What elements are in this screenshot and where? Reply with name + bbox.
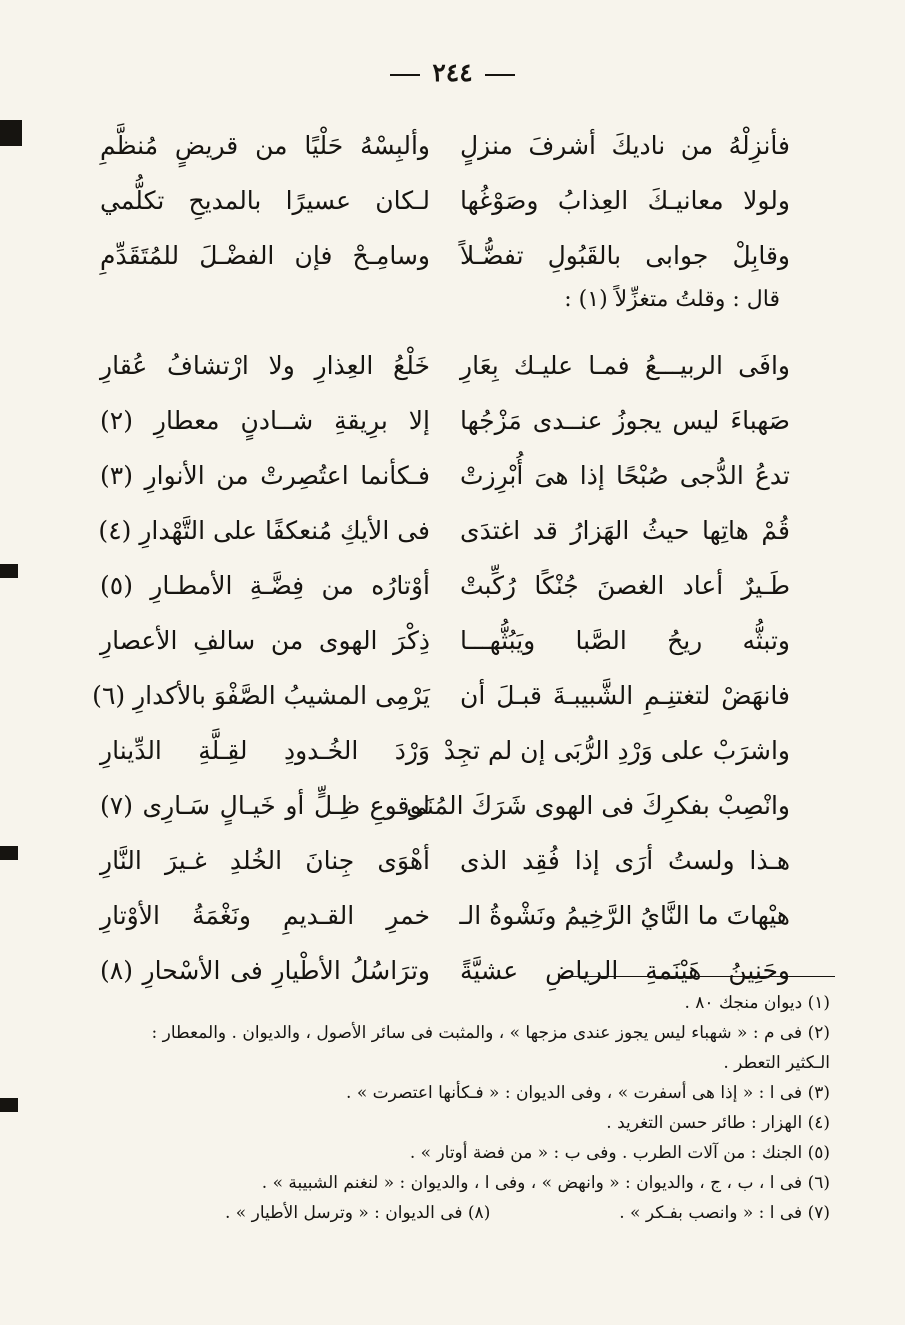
intro-line: قال : وقلتُ متغزِّلاً (١) : (564, 287, 780, 312)
verse-second-hemistich: إلا برِيقةِ شــادنٍ معطارِ (٢) (100, 406, 430, 435)
verse-second-hemistich: فـكأنما اعتُصِرتْ من الأنوارِ (٣) (100, 461, 430, 490)
scan-edge-mark (0, 846, 18, 860)
verse-second-hemistich: خَلْعُ العِذارِ ولا ارْتشافُ عُقارِ (100, 351, 430, 380)
poem-section-1 (100, 118, 790, 283)
verse-first-hemistich: فانهَضْ لتغتنِـمِ الشَّبيبـةَ قبـلَ أن (460, 681, 790, 710)
scan-edge-mark (0, 564, 18, 578)
verse (100, 778, 790, 833)
verse-first-hemistich: وحَنِينُ هَيْنَمةِ الرياضِ عشيَّةً (460, 956, 790, 985)
verse (100, 338, 790, 393)
poem-section-2 (92, 338, 790, 998)
verse (100, 833, 790, 888)
verse-first-hemistich: واشرَبْ على وَرْدِ الرُّبَى إن لم تجِدْ (443, 736, 790, 765)
verse (92, 668, 790, 723)
verse-second-hemistich: وترَاسُلُ الأطْيارِ فى الأسْحارِ (٨) (100, 956, 430, 985)
footnote-row (105, 1198, 830, 1228)
verse-second-hemistich: وألبِسْهُ حَلْيًا من قريضٍ مُنظَّمِ (100, 131, 430, 160)
verse (100, 448, 790, 503)
verse-first-hemistich: هـذا ولستُ أرَى إذا فُقِد الذى (460, 846, 790, 875)
verse-first-hemistich: وتبثُّه ريحُ الصَّبا ويَبُثُّهـــا (460, 626, 790, 655)
verse-first-hemistich: صَهباءَ ليس يجوزُ عنــدى مَزْجُها (460, 406, 790, 435)
verse (100, 558, 790, 613)
page-number-header (0, 58, 905, 87)
verse-first-hemistich: ولولا معانيـكَ العِذابُ وصَوْغُها (460, 186, 790, 215)
verse (100, 228, 790, 283)
footnotes (105, 988, 830, 1228)
footnote-4: (٤) الهزار : طائر حسن التغريد . (606, 1113, 830, 1133)
verse-first-hemistich: تدعُ الدُّجى صُبْحًا إذا هىَ أُبْرِزتْ (460, 461, 790, 490)
verse-second-hemistich: وسامِـحْ فإن الفضْـلَ للمُتَقَدِّمِ (100, 241, 430, 270)
verse (100, 613, 790, 668)
verse-first-hemistich: وانْصِبْ بفكرِكَ فى الهوى شَرَكَ المُنَى (406, 791, 790, 820)
verse (100, 393, 790, 448)
verse (100, 173, 790, 228)
footnote-5: (٥) الجنك : من آلات الطرب . وفى ب : « من فضة أوتار » . (409, 1143, 830, 1163)
verse-second-hemistich: يَرْمِى المشيبُ الصَّفْوَ بالأكدارِ (٦) (92, 681, 430, 710)
verse-second-hemistich: وَرْدَ الخُـدودِ لقِـلَّةِ الدِّينارِ (100, 736, 430, 765)
verse-first-hemistich: هيْهاتَ ما النَّايُ الرَّخِيمُ ونَشْوةُ الـ (459, 901, 790, 930)
verse-first-hemistich: طَـيرٌ أعاد الغصنَ جُنْكًا رُكِّبتْ (460, 571, 790, 600)
verse (100, 723, 790, 778)
verse-first-hemistich: قُمْ هاتِها حيثُ الهَزارُ قد اغتدَى (460, 516, 790, 545)
verse-second-hemistich: لـكان عسيرًا بالمديحِ تكلُّمي (100, 186, 430, 215)
verse-second-hemistich: أوْتارُه من فِضَّـةِ الأمطـارِ (٥) (100, 571, 430, 600)
verse-first-hemistich: وقابِلْ جوابى بالقَبُولِ تفضُّـلاً (460, 241, 790, 270)
verse (100, 503, 790, 558)
footnote-separator (560, 976, 835, 977)
header-dash-right (485, 74, 515, 76)
footnote-2: (٢) فى م : « شهباء ليس يجوز عندى مزجها » ، والمثبت فى سائر الأصول ، والديوان . والمعطار : الـكثير التعطر . (151, 1023, 830, 1073)
verse (100, 888, 790, 943)
footnote-1: (١) ديوان منجك ٨٠ . (684, 993, 830, 1013)
footnote-7: (٧) فى ا : « وانصب بفـكر » . (619, 1203, 830, 1223)
verse-first-hemistich: وافَى الربيـــعُ فمـا عليـك بِعَارِ (460, 351, 790, 380)
verse-second-hemistich: لوقوعِ ظِـلٍّ أو خَيـالٍ سَـارِى (٧) (100, 791, 430, 820)
verse-second-hemistich: فى الأيكِ مُنعكفًا على التَّهْدارِ (٤) (98, 516, 430, 545)
footnote-3: (٣) فى ا : « إذا هى أسفرت » ، وفى الديوان : « فـكأنها اعتصرت » . (346, 1083, 830, 1103)
header-dash-left (390, 74, 420, 76)
verse-second-hemistich: أهْوَى جِنانَ الخُلدِ غـيرَ النَّارِ (100, 846, 430, 875)
scan-edge-mark (0, 1098, 18, 1112)
verse-second-hemistich: خمرِ القـديمِ ونَغْمَةُ الأوْتارِ (100, 901, 430, 930)
page-number: ٢٤٤ (432, 58, 473, 87)
footnote-6: (٦) فى ا ، ب ، ج ، والديوان : « وانهض » ، وفى ا ، والديوان : « لنغنم الشبيبة » . (261, 1173, 830, 1193)
footnote-8: (٨) فى الديوان : « وترسل الأطيار » . (225, 1203, 491, 1223)
verse (100, 118, 790, 173)
verse-second-hemistich: ذِكْرَ الهوى من سالفِ الأعصارِ (100, 626, 430, 655)
verse-first-hemistich: فأنزِلْهُ من ناديكَ أشرفَ منزلٍ (460, 131, 790, 160)
scan-edge-mark (0, 120, 22, 146)
